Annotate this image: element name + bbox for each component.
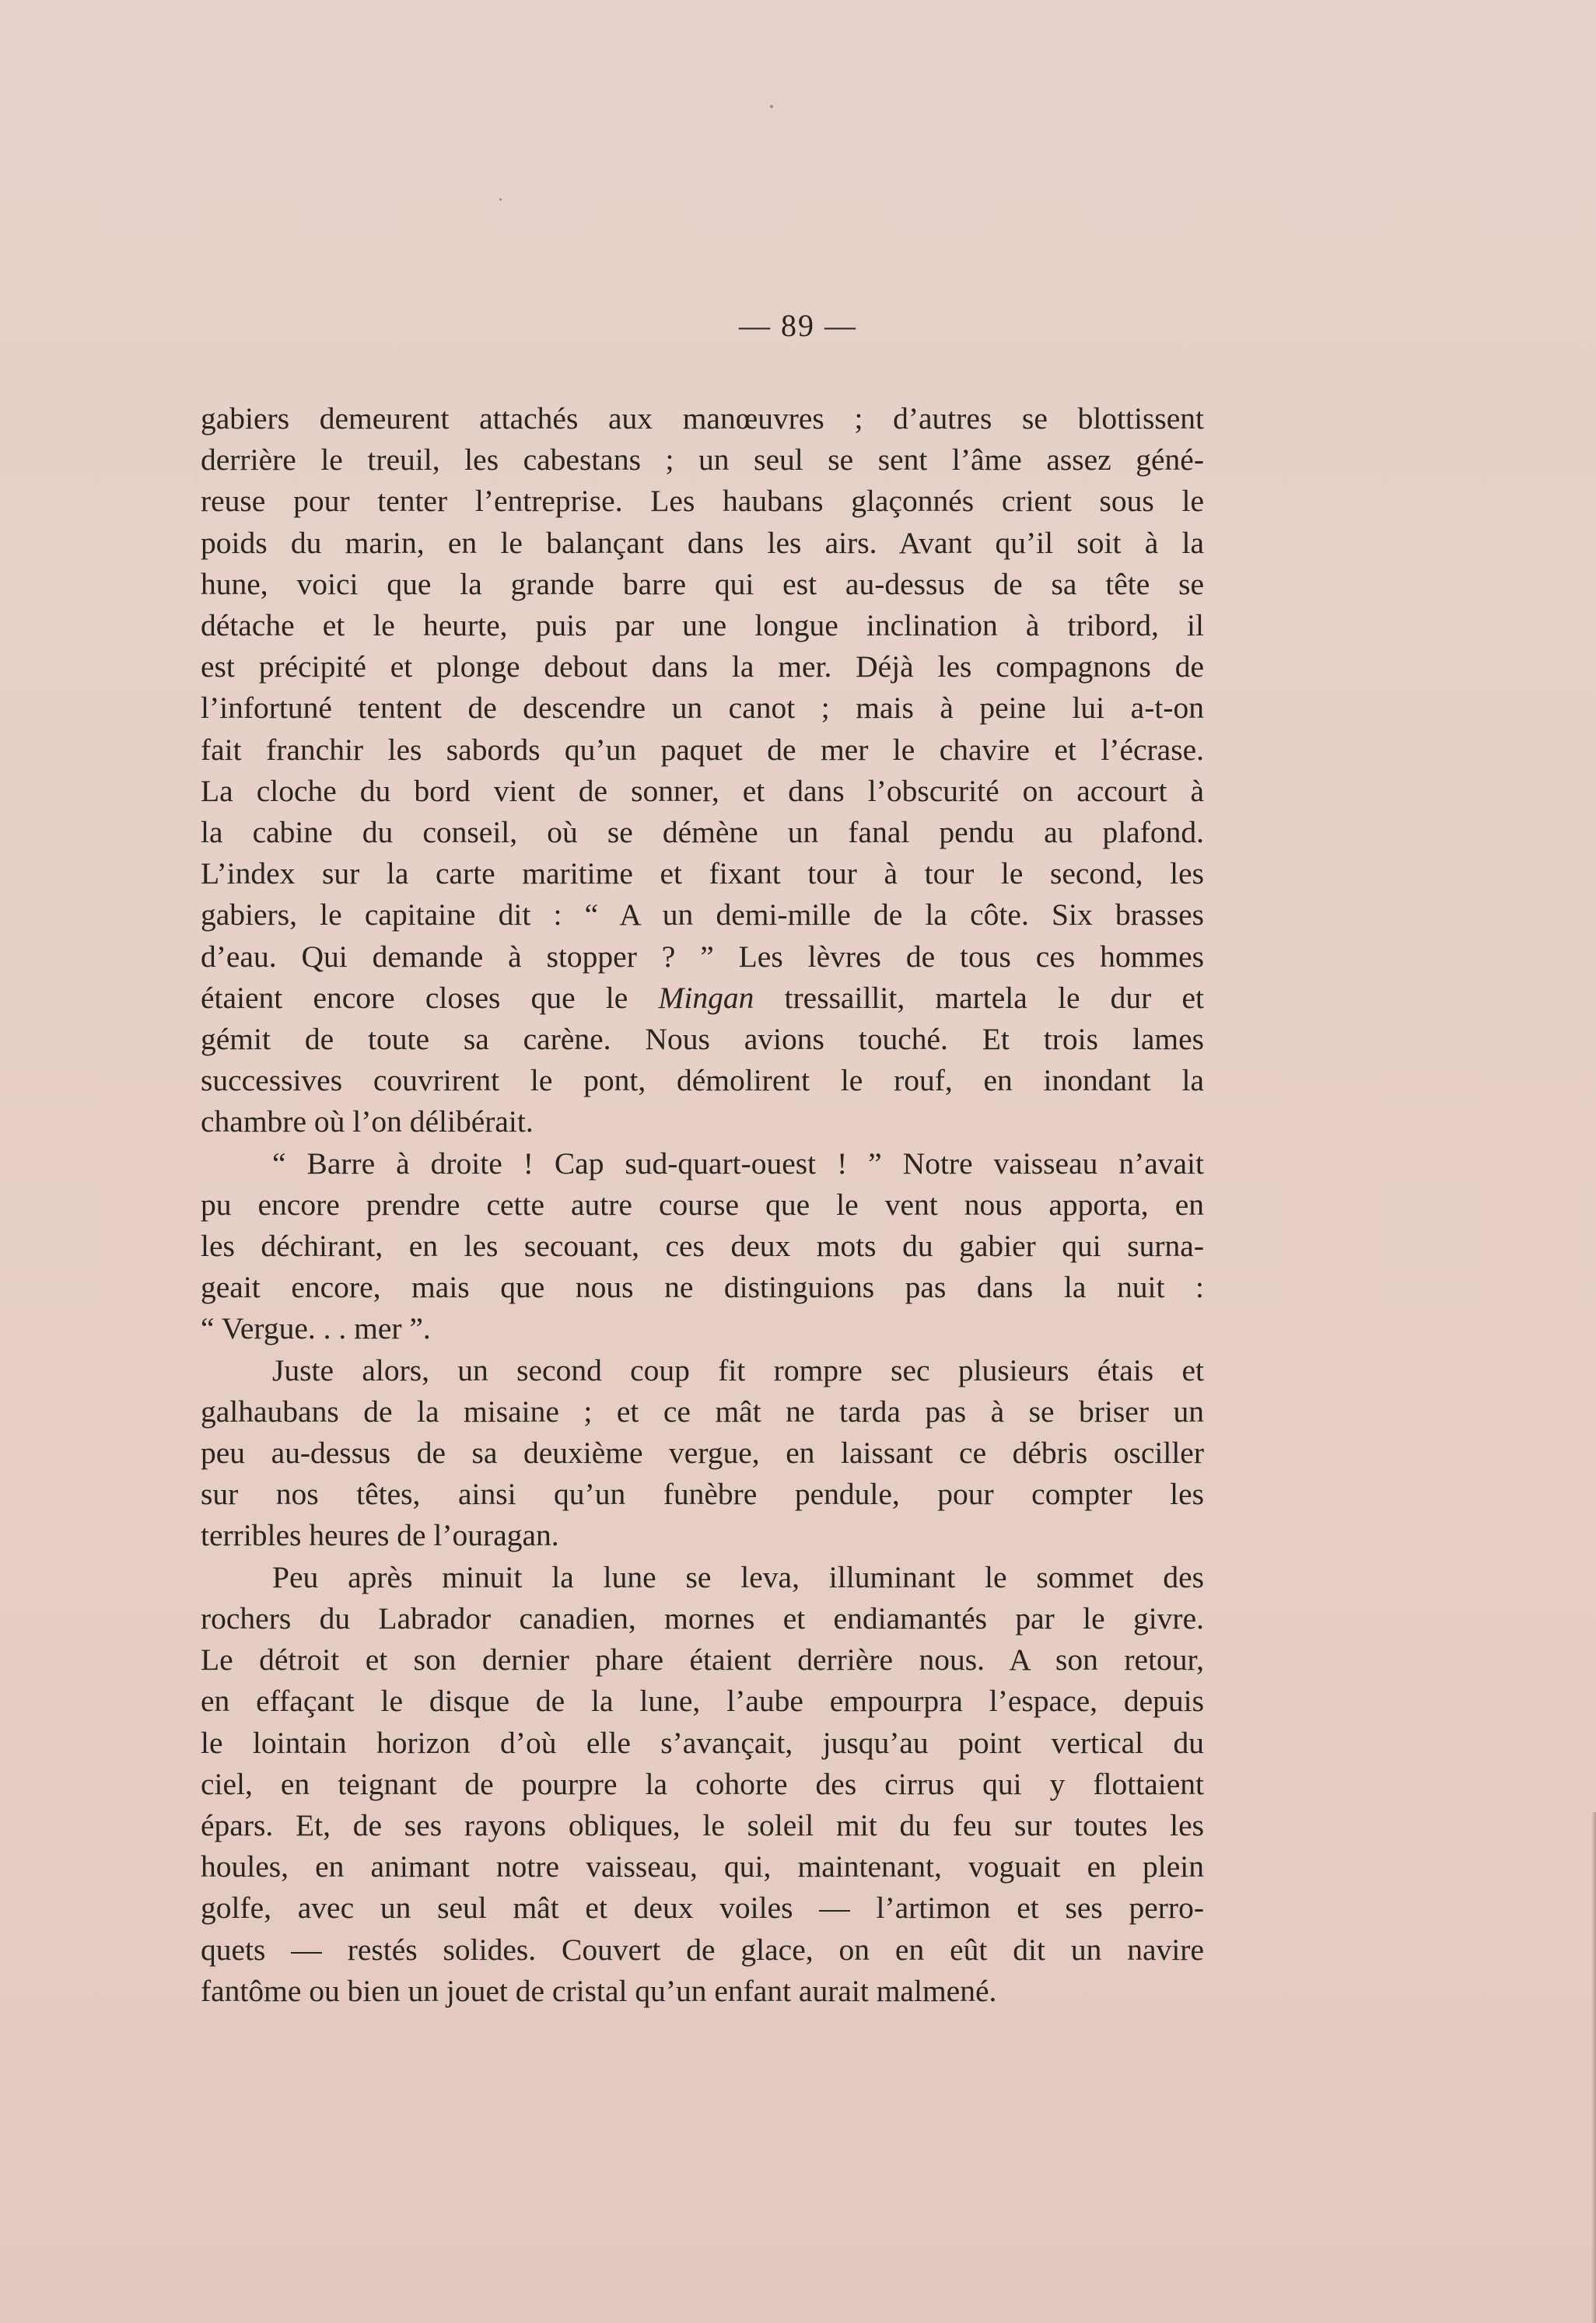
- text-line: Peu après minuit la lune se leva, illuminant le sommet des: [272, 1559, 1204, 1594]
- text-line: “ Barre à droite ! Cap sud-quart-ouest ! ” Notre vaisseau n’avait: [272, 1146, 1204, 1181]
- text-line: la cabine du conseil, où se démène un fanal pendu au plafond.: [201, 815, 1204, 850]
- text-line: est précipité et plonge debout dans la mer. Déjà les compagnons de: [201, 649, 1204, 684]
- paragraph-4: [201, 1557, 1204, 2012]
- paragraph-2: [201, 1143, 1204, 1350]
- page-edge-shadow: [1591, 1812, 1596, 2323]
- text-line: quets — restés solides. Couvert de glace, on en eût dit un navire: [201, 1932, 1204, 1967]
- text-line: gabiers demeurent attachés aux manœuvres ; d’autres se blottissent: [201, 401, 1204, 436]
- text-line: fait franchir les sabords qu’un paquet de mer le chavire et l’écrase.: [201, 732, 1204, 767]
- text-line: “ Vergue. . . mer ”.: [201, 1311, 431, 1346]
- text-line: poids du marin, en le balançant dans les airs. Avant qu’il soit à la: [201, 525, 1204, 560]
- text-line: gabiers, le capitaine dit : “ A un demi-mille de la côte. Six brasses: [201, 897, 1204, 932]
- text-line: sur nos têtes, ainsi qu’un funèbre pendule, pour compter les: [201, 1477, 1204, 1512]
- text-line: épars. Et, de ses rayons obliques, le soleil mit du feu sur toutes les: [201, 1807, 1204, 1842]
- text-line: Juste alors, un second coup fit rompre sec plusieurs étais et: [272, 1352, 1204, 1387]
- paper-speck: [499, 198, 502, 201]
- text-line: d’eau. Qui demande à stopper ? ” Les lèvres de tous ces hommes: [201, 939, 1204, 974]
- text-line: galhaubans de la misaine ; et ce mât ne tarda pas à se briser un: [201, 1394, 1204, 1429]
- text-line: houles, en animant notre vaisseau, qui, maintenant, voguait en plein: [201, 1849, 1204, 1884]
- text-line: les déchirant, en les secouant, ces deux mots du gabier qui surna-: [201, 1229, 1204, 1264]
- text-line: l’infortuné tentent de descendre un canot ; mais à peine lui a-t-on: [201, 691, 1204, 726]
- text-fragment: étaient encore closes que le: [201, 980, 659, 1015]
- text-line: hune, voici que la grande barre qui est au-dessus de sa tête se: [201, 566, 1204, 601]
- text-line: derrière le treuil, les cabestans ; un seul se sent l’âme assez géné-: [201, 443, 1204, 478]
- text-line: fantôme ou bien un jouet de cristal qu’un enfant aurait malmené.: [201, 1973, 997, 2008]
- text-line-mingan: [201, 978, 1204, 1019]
- text-line: chambre où l’on délibérait.: [201, 1104, 534, 1139]
- paragraph-1: [201, 398, 1204, 1143]
- text-line: successives couvrirent le pont, démolirent le rouf, en inondant la: [201, 1063, 1204, 1098]
- text-line: La cloche du bord vient de sonner, et dans l’obscurité on accourt à: [201, 773, 1204, 808]
- text-line: L’index sur la carte maritime et fixant tour à tour le second, les: [201, 856, 1204, 891]
- paragraph-3: [201, 1350, 1204, 1557]
- text-line: geait encore, mais que nous ne distinguions pas dans la nuit :: [201, 1270, 1204, 1305]
- text-line: le lointain horizon d’où elle s’avançait, jusqu’au point vertical du: [201, 1725, 1204, 1760]
- body-text: [201, 398, 1204, 2012]
- ship-name: Mingan: [658, 980, 754, 1015]
- text-line: détache et le heurte, puis par une longue inclination à tribord, il: [201, 608, 1204, 643]
- text-line: peu au-dessus de sa deuxième vergue, en laissant ce débris osciller: [201, 1436, 1204, 1471]
- text-line: ciel, en teignant de pourpre la cohorte des cirrus qui y flottaient: [201, 1766, 1204, 1801]
- paper-speck: [770, 105, 773, 108]
- text-line: terribles heures de l’ouragan.: [201, 1518, 559, 1553]
- text-line: en effaçant le disque de la lune, l’aube empourpra l’espace, depuis: [201, 1684, 1204, 1719]
- text-line: golfe, avec un seul mât et deux voiles — l’artimon et ses perro-: [201, 1891, 1204, 1926]
- text-fragment: tressaillit, martela le dur et: [754, 980, 1204, 1015]
- page-number: — 89 —: [739, 308, 857, 343]
- text-line: Le détroit et son dernier phare étaient derrière nous. A son retour,: [201, 1643, 1204, 1678]
- text-line: gémit de toute sa carène. Nous avions touché. Et trois lames: [201, 1022, 1204, 1057]
- text-line: rochers du Labrador canadien, mornes et endiamantés par le givre.: [201, 1601, 1204, 1636]
- text-line: reuse pour tenter l’entreprise. Les haubans glaçonnés crient sous le: [201, 484, 1204, 519]
- text-line: pu encore prendre cette autre course que le vent nous apporta, en: [201, 1187, 1204, 1222]
